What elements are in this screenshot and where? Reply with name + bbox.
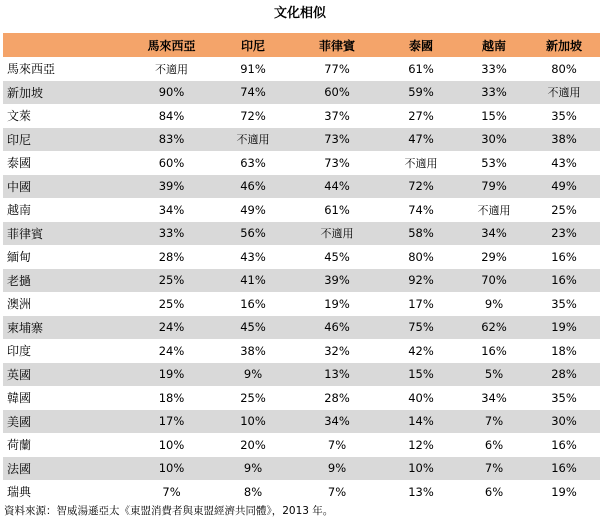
- table-cell: 18%: [551, 343, 577, 358]
- table-cell: 17%: [408, 296, 434, 311]
- row-label: 瑞典: [7, 485, 32, 500]
- header-indonesia: 印尼: [240, 38, 265, 53]
- table-cell: 16%: [551, 461, 577, 476]
- row-label: 柬埔寨: [7, 320, 44, 335]
- row-label: 馬來西亞: [7, 62, 56, 77]
- table-cell: 28%: [324, 390, 350, 405]
- row-label: 印尼: [7, 132, 32, 147]
- table-cell: 6%: [484, 437, 504, 452]
- table-cell: 15%: [408, 367, 434, 382]
- table-cell: 45%: [240, 320, 266, 335]
- table-cell: 73%: [324, 132, 350, 147]
- table-cell: 25%: [240, 390, 266, 405]
- table-cell: 33%: [481, 85, 507, 100]
- table-row: [3, 480, 600, 504]
- table-row: [3, 104, 600, 128]
- table-row: [3, 175, 600, 199]
- table-cell: 20%: [240, 437, 266, 452]
- table-cell: 75%: [408, 320, 434, 335]
- table-cell: 24%: [158, 320, 185, 335]
- row-label: 荷蘭: [7, 438, 32, 453]
- header-corner: [3, 33, 129, 57]
- table-row: [3, 57, 600, 81]
- table-cell: 13%: [408, 484, 434, 499]
- table-cell: 32%: [324, 343, 350, 358]
- table-cell: 49%: [551, 179, 577, 194]
- table-cell: 9%: [327, 461, 347, 476]
- header-singapore: 新加坡: [545, 38, 582, 53]
- table-cell: 46%: [324, 320, 350, 335]
- table-row: [3, 292, 600, 316]
- table-cell: 10%: [240, 414, 266, 429]
- table-cell: 25%: [551, 202, 577, 217]
- table-cell: 72%: [408, 179, 434, 194]
- table-cell: 40%: [408, 390, 434, 405]
- table-cell: 33%: [158, 226, 185, 241]
- row-label: 新加坡: [7, 85, 44, 100]
- table-row: [3, 269, 600, 293]
- table-body: [3, 57, 600, 504]
- table-cell: 56%: [240, 226, 266, 241]
- table-cell: 43%: [240, 249, 266, 264]
- header-malaysia: 馬來西亞: [147, 38, 196, 53]
- table-cell: 34%: [158, 202, 185, 217]
- table-cell: 53%: [481, 155, 507, 170]
- table-cell: 10%: [158, 461, 185, 476]
- table-cell: 16%: [551, 437, 577, 452]
- table-row: [3, 128, 600, 152]
- table-cell: 47%: [408, 132, 434, 147]
- table-cell: 6%: [484, 484, 504, 499]
- table-cell: 39%: [324, 273, 350, 288]
- table-cell: 72%: [240, 108, 266, 123]
- table-row: [3, 81, 600, 105]
- table-cell: 16%: [481, 343, 507, 358]
- table-cell: 15%: [481, 108, 507, 123]
- header-vietnam: 越南: [481, 38, 506, 53]
- table-cell: 84%: [158, 108, 185, 123]
- table-title: 文化相似: [273, 6, 326, 21]
- table-cell: 不適用: [236, 133, 270, 147]
- table-row: [3, 386, 600, 410]
- table-cell: 44%: [324, 179, 350, 194]
- table-cell: 30%: [481, 132, 507, 147]
- table-cell: 91%: [240, 61, 266, 76]
- table-cell: 79%: [481, 179, 507, 194]
- table-cell: 12%: [408, 437, 434, 452]
- table-cell: 38%: [240, 343, 266, 358]
- table-cell: 不適用: [477, 203, 511, 217]
- table-cell: 7%: [484, 461, 504, 476]
- table-cell: 19%: [551, 484, 577, 499]
- table-cell: 61%: [408, 61, 434, 76]
- table-row: [3, 410, 600, 434]
- table-cell: 92%: [408, 273, 434, 288]
- row-label: 澳洲: [7, 297, 32, 312]
- row-label: 文萊: [7, 109, 32, 124]
- table-cell: 9%: [243, 367, 263, 382]
- table-cell: 34%: [481, 226, 507, 241]
- row-label: 美國: [7, 414, 32, 429]
- table-cell: 38%: [551, 132, 577, 147]
- row-label: 菲律賓: [7, 226, 44, 241]
- table-cell: 29%: [481, 249, 507, 264]
- table-cell: 10%: [158, 437, 185, 452]
- table-cell: 90%: [158, 85, 185, 100]
- table-cell: 16%: [551, 249, 577, 264]
- row-label: 中國: [7, 179, 32, 194]
- source-note: 資料來源：智威湯遜亞太《東盟消費者與東盟經濟共同體》，2013 年。: [4, 505, 334, 517]
- table-row: [3, 222, 600, 246]
- table-cell: 5%: [484, 367, 504, 382]
- table-cell: 35%: [551, 390, 577, 405]
- table-cell: 46%: [240, 179, 266, 194]
- table-cell: 23%: [551, 226, 577, 241]
- table-cell: 45%: [324, 249, 350, 264]
- table-cell: 7%: [484, 414, 504, 429]
- table-cell: 73%: [324, 155, 350, 170]
- table-cell: 7%: [327, 484, 347, 499]
- table-cell: 18%: [158, 390, 185, 405]
- table-row: [3, 339, 600, 363]
- table-cell: 27%: [408, 108, 434, 123]
- row-label: 緬甸: [7, 250, 32, 265]
- table-cell: 28%: [551, 367, 577, 382]
- table-cell: 9%: [243, 461, 263, 476]
- table-cell: 34%: [481, 390, 507, 405]
- table-cell: 35%: [551, 296, 577, 311]
- row-label: 英國: [7, 367, 32, 382]
- header-philippines: 菲律賓: [318, 38, 355, 53]
- table-cell: 7%: [162, 484, 181, 499]
- table-cell: 61%: [324, 202, 350, 217]
- table-cell: 35%: [551, 108, 577, 123]
- table-cell: 80%: [408, 249, 434, 264]
- table-cell: 77%: [324, 61, 350, 76]
- table-cell: 59%: [408, 85, 434, 100]
- table-row: [3, 363, 600, 387]
- table-cell: 8%: [243, 484, 263, 499]
- table-row: [3, 245, 600, 269]
- table-cell: 74%: [408, 202, 434, 217]
- table-cell: 58%: [408, 226, 434, 241]
- table-row: [3, 316, 600, 340]
- table-cell: 70%: [481, 273, 507, 288]
- table-cell: 34%: [324, 414, 350, 429]
- table-cell: 63%: [240, 155, 266, 170]
- table-cell: 39%: [158, 179, 185, 194]
- table-cell: 14%: [408, 414, 434, 429]
- row-label: 韓國: [7, 391, 32, 406]
- row-label: 越南: [7, 203, 32, 218]
- table-cell: 16%: [240, 296, 266, 311]
- similarity-table: [3, 33, 600, 504]
- table-cell: 19%: [158, 367, 185, 382]
- table-row: [3, 433, 600, 457]
- table-cell: 7%: [327, 437, 347, 452]
- row-label: 泰國: [7, 156, 32, 171]
- table-cell: 不適用: [404, 156, 438, 170]
- table-cell: 43%: [551, 155, 577, 170]
- table-cell: 83%: [158, 132, 185, 147]
- table-cell: 不適用: [547, 86, 581, 100]
- table-cell: 62%: [481, 320, 507, 335]
- row-label: 老撾: [7, 273, 32, 288]
- table-cell: 80%: [551, 61, 577, 76]
- table-row: [3, 198, 600, 222]
- header-thailand: 泰國: [408, 38, 433, 53]
- table-cell: 60%: [324, 85, 350, 100]
- table-cell: 37%: [324, 108, 350, 123]
- table-cell: 74%: [240, 85, 266, 100]
- table-row: [3, 151, 600, 175]
- table-cell: 30%: [551, 414, 577, 429]
- table-cell: 25%: [158, 273, 185, 288]
- table-cell: 19%: [551, 320, 577, 335]
- table-cell: 60%: [158, 155, 185, 170]
- table-cell: 13%: [324, 367, 350, 382]
- table-cell: 10%: [408, 461, 434, 476]
- table-cell: 不適用: [320, 227, 354, 241]
- table-cell: 16%: [551, 273, 577, 288]
- table-cell: 33%: [481, 61, 507, 76]
- row-label: 法國: [7, 461, 32, 476]
- table-cell: 49%: [240, 202, 266, 217]
- table-cell: 不適用: [155, 62, 188, 76]
- table-cell: 19%: [324, 296, 350, 311]
- table-cell: 42%: [408, 343, 434, 358]
- table-cell: 17%: [158, 414, 185, 429]
- table-cell: 24%: [158, 343, 185, 358]
- row-label: 印度: [7, 344, 32, 359]
- table-cell: 25%: [158, 296, 185, 311]
- table-row: [3, 457, 600, 481]
- table-cell: 9%: [484, 296, 504, 311]
- table-cell: 41%: [240, 273, 266, 288]
- header-row: [3, 33, 600, 57]
- table-cell: 28%: [158, 249, 185, 264]
